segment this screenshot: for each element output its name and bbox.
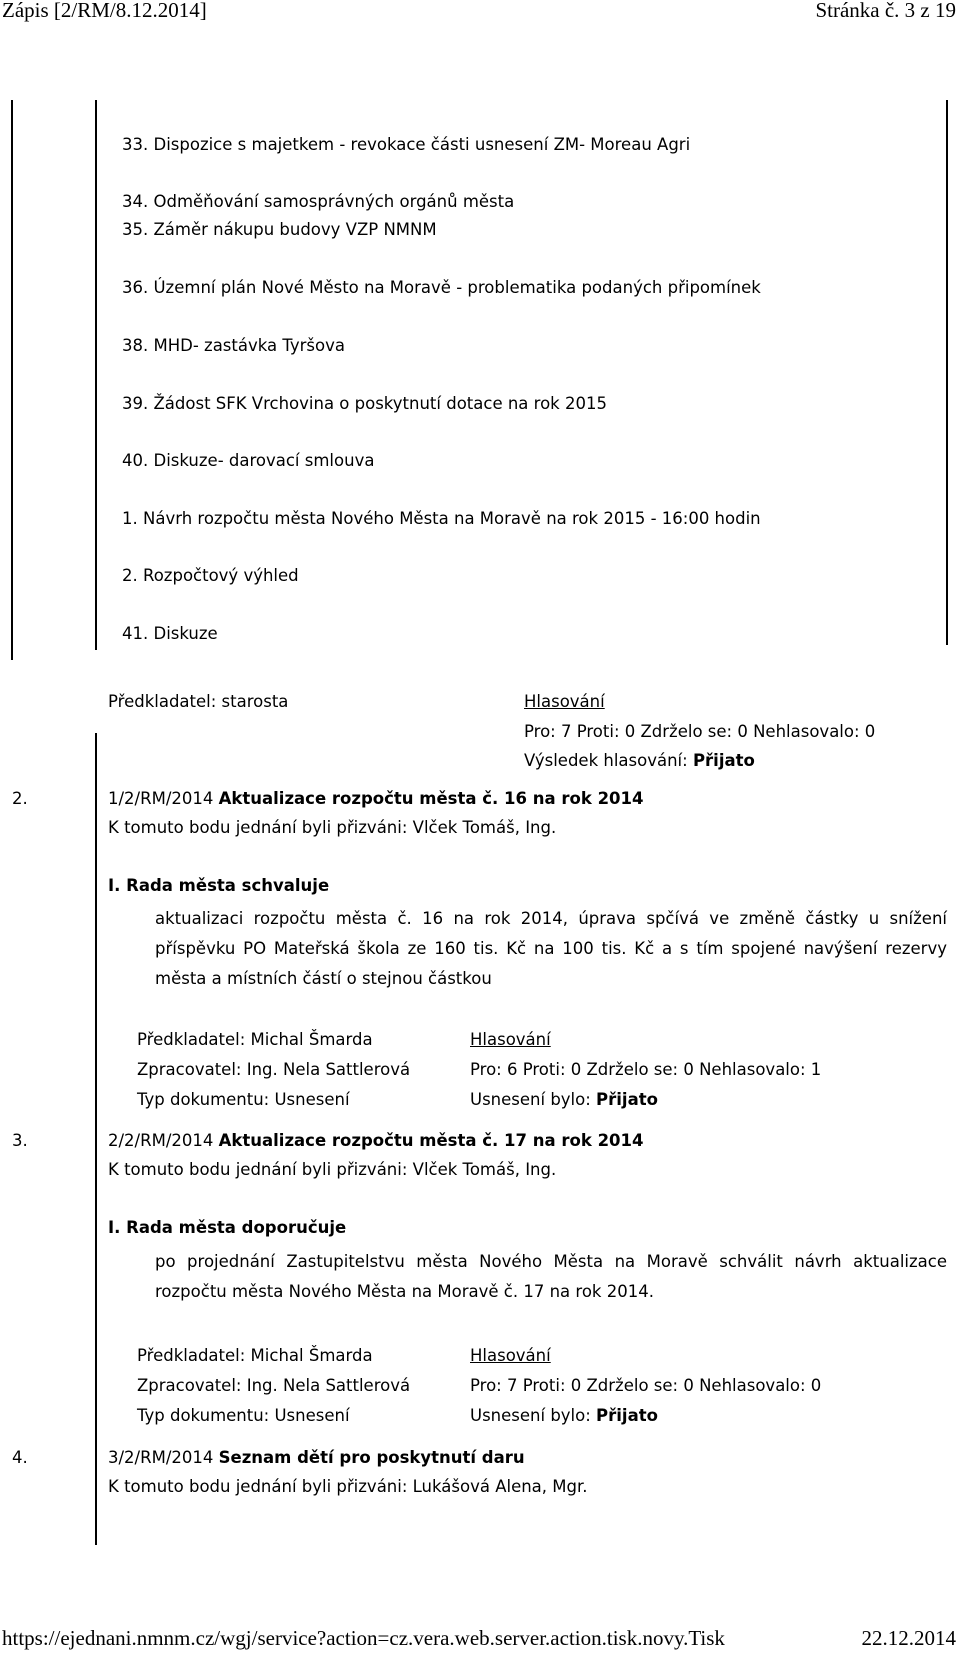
- item-code: 2/2/RM/2014: [108, 1131, 219, 1150]
- item-presenter: Předkladatel: Michal Šmarda: [137, 1346, 373, 1365]
- left-border-outer: [11, 100, 13, 660]
- resolution-text: aktualizaci rozpočtu města č. 16 na rok 2014, úprava spčívá ve změně částky u snížení příspěvku PO Mateřská škola ze 160 tis. Kč na 100 tis. Kč a s tím spojené navýšení rezervy města a místních částí o stejnou částkou: [155, 909, 947, 988]
- agenda-item: 38. MHD- zastávka Tyršova: [122, 336, 345, 355]
- item-code: 3/2/RM/2014: [108, 1448, 219, 1467]
- item-heading: [108, 1448, 525, 1467]
- agenda-item: 39. Žádost SFK Vrchovina o poskytnutí dotace na rok 2015: [122, 394, 607, 413]
- item-processor: Zpracovatel: Ing. Nela Sattlerová: [137, 1060, 411, 1079]
- resolution-heading: I. Rada města doporučuje: [108, 1218, 347, 1237]
- resolution-text: po projednání Zastupitelstvu města Nového Města na Moravě schválit návrh aktualizace rozpočtu města Nového Města na Moravě č. 17 na rok 2014.: [155, 1252, 947, 1301]
- agenda-item: 40. Diskuze- darovací smlouva: [122, 451, 375, 470]
- agenda-item: 2. Rozpočtový výhled: [122, 566, 299, 585]
- document-title: Zápis [2/RM/8.12.2014]: [2, 0, 207, 22]
- item-invited: K tomuto bodu jednání byli přizváni: Lukášová Alena, Mgr.: [108, 1477, 588, 1496]
- footer-date: 22.12.2014: [861, 1626, 956, 1650]
- item-code: 1/2/RM/2014: [108, 789, 219, 808]
- item-result-value: Přijato: [596, 1090, 658, 1109]
- item1-vote-counts: Pro: 7 Proti: 0 Zdrželo se: 0 Nehlasovalo: 0: [524, 722, 876, 741]
- footer-url: https://ejednani.nmnm.cz/wgj/service?action=cz.vera.web.server.action.tisk.novy.Tisk: [2, 1626, 725, 1650]
- item1-result-value: Přijato: [692, 751, 755, 770]
- agenda-item: 35. Záměr nákupu budovy VZP NMNM: [122, 220, 437, 239]
- agenda-item: 33. Dispozice s majetkem - revokace části usnesení ZM- Moreau Agri: [122, 135, 691, 154]
- item-vote-counts: Pro: 7 Proti: 0 Zdrželo se: 0 Nehlasovalo: 0: [470, 1376, 822, 1395]
- left-border-inner: [95, 100, 97, 650]
- item-title: Aktualizace rozpočtu města č. 17 na rok 2014: [218, 1131, 644, 1150]
- item-result-value: Přijato: [596, 1406, 658, 1425]
- item1-vote-heading: Hlasování: [524, 692, 605, 711]
- items-left-border: [95, 733, 97, 1545]
- agenda-item: 1. Návrh rozpočtu města Nového Města na Moravě na rok 2015 - 16:00 hodin: [122, 509, 761, 528]
- resolution-heading: I. Rada města schvaluje: [108, 876, 330, 895]
- item-title: Aktualizace rozpočtu města č. 16 na rok 2014: [218, 789, 644, 808]
- item-title: Seznam dětí pro poskytnutí daru: [218, 1448, 525, 1467]
- item-number: 2.: [12, 789, 28, 808]
- agenda-item: 36. Územní plán Nové Město na Moravě - problematika podaných připomínek: [122, 278, 761, 297]
- item-invited: K tomuto bodu jednání byli přizváni: Vlček Tomáš, Ing.: [108, 1160, 557, 1179]
- item-number: 3.: [12, 1131, 28, 1150]
- item1-presenter: Předkladatel: starosta: [108, 692, 289, 711]
- page-number: Stránka č. 3 z 19: [815, 0, 956, 22]
- item-result: [470, 1406, 658, 1425]
- item1-result-label: Výsledek hlasování:: [524, 751, 693, 770]
- item-doc-type: Typ dokumentu: Usnesení: [137, 1090, 350, 1109]
- item-number: 4.: [12, 1448, 28, 1467]
- item-processor: Zpracovatel: Ing. Nela Sattlerová: [137, 1376, 411, 1395]
- item-result: [470, 1090, 658, 1109]
- item-presenter: Předkladatel: Michal Šmarda: [137, 1030, 373, 1049]
- item-vote-counts: Pro: 6 Proti: 0 Zdrželo se: 0 Nehlasovalo: 1: [470, 1060, 822, 1079]
- item-heading: [108, 1131, 644, 1150]
- item-invited: K tomuto bodu jednání byli přizváni: Vlček Tomáš, Ing.: [108, 818, 557, 837]
- agenda-item: 41. Diskuze: [122, 624, 218, 643]
- agenda-item: 34. Odměňování samosprávných orgánů města: [122, 192, 515, 211]
- item-heading: [108, 789, 644, 808]
- item1-result: [524, 751, 755, 770]
- item-result-label: Usnesení bylo:: [470, 1090, 597, 1109]
- right-border: [946, 100, 948, 645]
- item-doc-type: Typ dokumentu: Usnesení: [137, 1406, 350, 1425]
- item-vote-heading: Hlasování: [470, 1030, 551, 1049]
- item-vote-heading: Hlasování: [470, 1346, 551, 1365]
- item-result-label: Usnesení bylo:: [470, 1406, 597, 1425]
